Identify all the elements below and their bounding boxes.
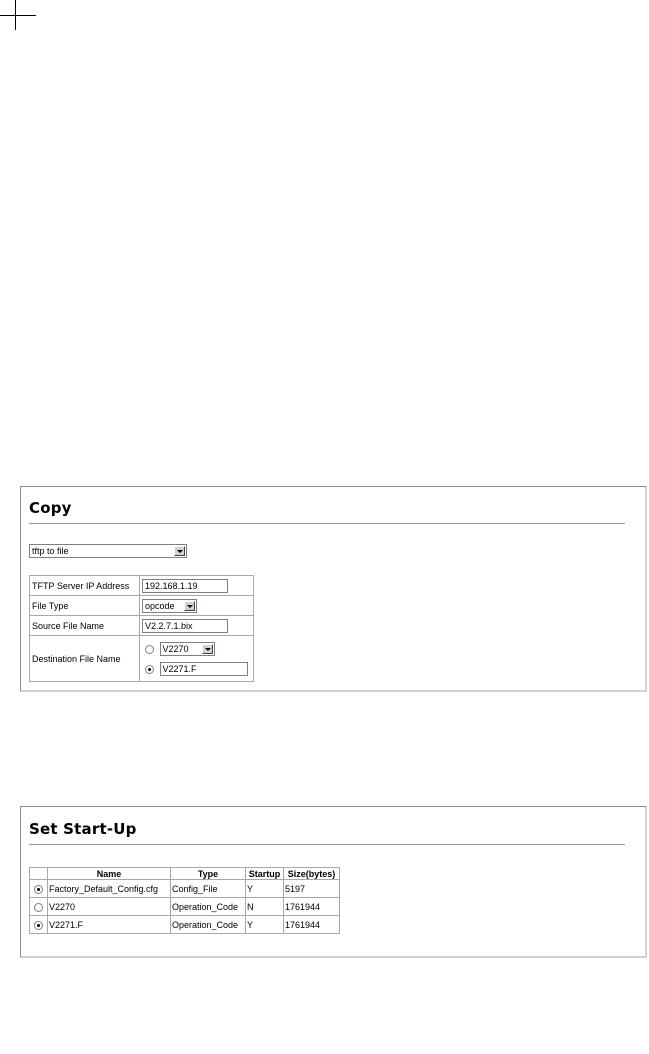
destination-new-option (145, 659, 251, 679)
table-row (30, 916, 340, 934)
tftp-server-cell (140, 576, 254, 596)
destination-file-label: Destination File Name (30, 636, 140, 682)
copy-panel-title: Copy (29, 499, 72, 517)
table-row (30, 880, 340, 898)
set-startup-title: Set Start-Up (29, 820, 137, 838)
table-header-row (30, 868, 340, 880)
destination-existing-radio[interactable] (145, 645, 154, 654)
source-file-label: Source File Name (30, 616, 140, 636)
row-select-cell (30, 898, 48, 916)
row-select-radio[interactable] (34, 885, 43, 894)
destination-new-input[interactable]: V2271.F (160, 662, 248, 676)
header-name: Name (48, 868, 171, 880)
file-startup: N (246, 898, 284, 916)
copy-mode-select[interactable] (29, 544, 187, 558)
file-name: V2271.F (48, 916, 171, 934)
tftp-server-input[interactable]: 192.168.1.19 (142, 579, 228, 593)
source-file-cell (140, 616, 254, 636)
crop-mark-vertical (15, 0, 16, 30)
file-startup: Y (246, 916, 284, 934)
copy-panel (20, 486, 647, 692)
tftp-server-row (30, 576, 254, 596)
header-startup: Startup (246, 868, 284, 880)
file-size: 1761944 (284, 916, 340, 934)
title-divider (29, 844, 625, 846)
source-file-row (30, 616, 254, 636)
set-startup-panel (20, 806, 647, 958)
destination-existing-value: V2270 (162, 644, 189, 655)
file-type: Operation_Code (171, 898, 246, 916)
file-type-cell (140, 596, 254, 616)
header-type: Type (171, 868, 246, 880)
startup-files-table (29, 867, 340, 934)
file-type-select[interactable] (142, 599, 197, 613)
file-type-value: opcode (145, 600, 175, 611)
chevron-down-icon[interactable] (184, 601, 195, 611)
row-select-cell (30, 880, 48, 898)
header-size: Size(bytes) (284, 868, 340, 880)
source-file-input[interactable]: V2.2.7.1.bix (142, 619, 228, 633)
row-select-radio[interactable] (34, 903, 43, 912)
chevron-down-icon[interactable] (202, 644, 213, 654)
copy-settings-table (29, 575, 254, 682)
file-type-label: File Type (30, 596, 140, 616)
row-select-cell (30, 916, 48, 934)
destination-existing-select[interactable] (160, 642, 215, 656)
row-select-radio[interactable] (34, 921, 43, 930)
crop-mark-horizontal (0, 15, 36, 16)
title-divider (29, 523, 625, 525)
file-type-row (30, 596, 254, 616)
file-startup: Y (246, 880, 284, 898)
file-type: Operation_Code (171, 916, 246, 934)
destination-file-cell (140, 636, 254, 682)
destination-existing-option (145, 639, 251, 659)
file-size: 5197 (284, 880, 340, 898)
file-name: V2270 (48, 898, 171, 916)
file-type: Config_File (171, 880, 246, 898)
copy-mode-value: tftp to file (32, 546, 69, 556)
destination-file-row (30, 636, 254, 682)
destination-new-radio[interactable] (145, 665, 154, 674)
chevron-down-icon[interactable] (174, 546, 185, 556)
tftp-server-label: TFTP Server IP Address (30, 576, 140, 596)
file-name: Factory_Default_Config.cfg (48, 880, 171, 898)
table-row (30, 898, 340, 916)
file-size: 1761944 (284, 898, 340, 916)
header-select (30, 868, 48, 880)
